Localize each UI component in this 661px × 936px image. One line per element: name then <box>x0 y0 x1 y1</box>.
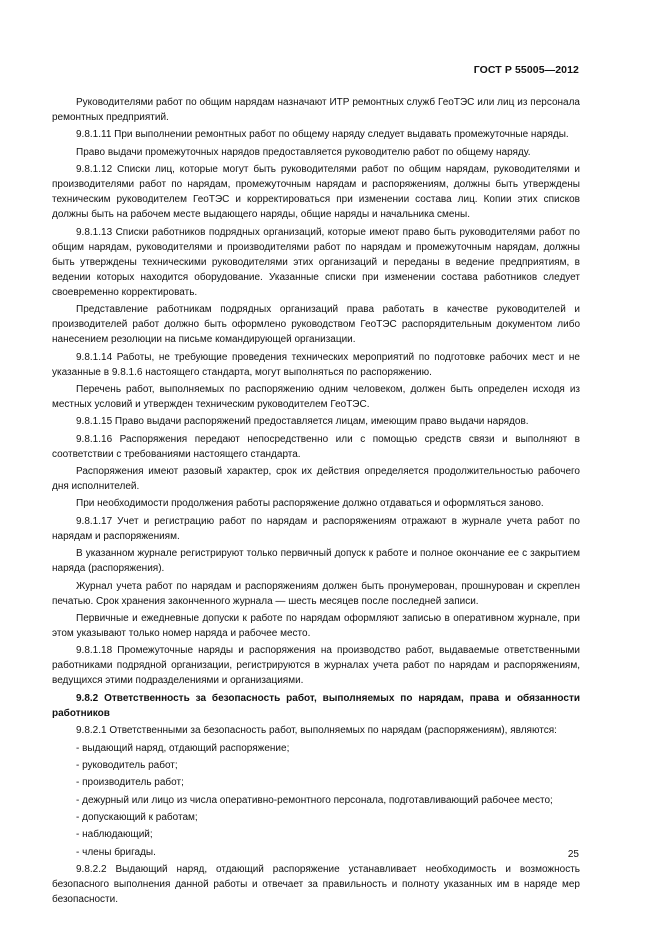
paragraph: Руководителями работ по общим нарядам назначают ИТР ремонтных служб ГеоТЭС или лиц из персонала ремонтных предприятий. <box>52 97 580 124</box>
paragraph: Распоряжения имеют разовый характер, срок их действия определяется продолжительностью рабочего дня исполнителей. <box>52 466 580 493</box>
list-item: - дежурный или лицо из числа оперативно-ремонтного персонала, подготавливающий рабочее место; <box>76 794 553 806</box>
paragraph: 9.8.2.2 Выдающий наряд, отдающий распоряжение устанавливает необходимость и возможность безопасного выполнения данной работы и отвечает за правильность и полноту указанных им в наряде мер безопасности. <box>52 863 580 906</box>
paragraph: 9.8.2.1 Ответственными за безопасность работ, выполняемых по нарядам (распоряжениям), являются: <box>76 725 557 737</box>
paragraph: Право выдачи промежуточных нарядов предоставляется руководителю работ по общему наряду. <box>76 146 531 158</box>
paragraph: 9.8.1.11 При выполнении ремонтных работ по общему наряду следует выдавать промежуточные наряды. <box>76 129 569 141</box>
paragraph: Журнал учета работ по нарядам и распоряжениям должен быть пронумерован, прошнурован и скреплен печатью. Срок хранения законченного журнала — шесть месяцев после последней записи. <box>52 580 580 607</box>
document-header: ГОСТ Р 55005—2012 <box>473 64 579 76</box>
paragraph: Первичные и ежедневные допуски к работе по нарядам оформляют записью в оперативном журнале, при этом указывают только номер наряда и рабочее место. <box>52 612 580 639</box>
list-item: - выдающий наряд, отдающий распоряжение; <box>76 742 290 754</box>
paragraph: В указанном журнале регистрируют только первичный допуск к работе и полное окончание ее с закрытием наряда (распоряжения). <box>52 548 580 575</box>
list-item: - допускающий к работам; <box>76 811 198 823</box>
paragraph: 9.8.1.15 Право выдачи распоряжений предоставляется лицам, имеющим право выдачи нарядов. <box>76 416 529 428</box>
paragraph: 9.8.1.18 Промежуточные наряды и распоряжения на производство работ, выдаваемые ответственными работниками подрядной организации, регистрируются в журналах учета работ по нарядам и распоряжениям, ведущихся этими подразделениями и организациями. <box>52 645 580 687</box>
paragraph: 9.8.1.16 Распоряжения передают непосредственно или с помощью средств связи и выполняют в соответствии с требованиями настоящего стандарта. <box>52 433 580 460</box>
paragraph: Перечень работ, выполняемых по распоряжению одним человеком, должен быть определен исходя из местных условий и утвержден техническим руководителем ГеоТЭС. <box>52 383 580 410</box>
paragraph: Представление работникам подрядных организаций права работать в качестве руководителей и производителей работ должно быть оформлено руководством ГеоТЭС распорядительным документом либо нанесением резолюции на письме командирующей организации. <box>52 304 580 346</box>
section-heading: 9.8.2 Ответственность за безопасность работ, выполняемых по нарядам, права и обязанности работников <box>52 692 580 719</box>
page-body <box>52 95 580 909</box>
paragraph: 9.8.1.13 Списки работников подрядных организаций, которые имеют право быть руководителями работ по общим нарядам, руководителями и производителями работ по нарядам и промежуточным нарядам, должны быть утверждены техническими руководителями этих организаций и переданы в ведение предприятиям, в ведении которых находится оборудование. Указанные списки при изменении состава работников следует своевременно корректировать. <box>52 226 580 298</box>
list-item: - члены бригады. <box>76 846 156 858</box>
paragraph: 9.8.1.14 Работы, не требующие проведения технических мероприятий по подготовке рабочих мест и не указанные в 9.8.1.6 настоящего стандарта, могут выполняться по распоряжению. <box>52 351 580 378</box>
page-number: 25 <box>567 849 579 860</box>
list-item: - руководитель работ; <box>76 759 178 771</box>
list-item: - наблюдающий; <box>76 829 153 841</box>
paragraph: 9.8.1.17 Учет и регистрацию работ по нарядам и распоряжениям отражают в журнале учета работ по нарядам и распоряжениям. <box>52 515 580 542</box>
list-item: - производитель работ; <box>76 777 184 789</box>
paragraph: 9.8.1.12 Списки лиц, которые могут быть руководителями работ по общим нарядам, руководителями и производителями работ по нарядам, промежуточным нарядам и распоряжениям, должны быть утверждены техническим руководителем ГеоТЭС и корректироваться при изменении состава лиц. Копии этих списков должны быть на рабочем месте выдающего наряды, общие наряды и начальника смены. <box>52 164 580 221</box>
paragraph: При необходимости продолжения работы распоряжение должно отдаваться и оформляться заново. <box>76 498 544 510</box>
